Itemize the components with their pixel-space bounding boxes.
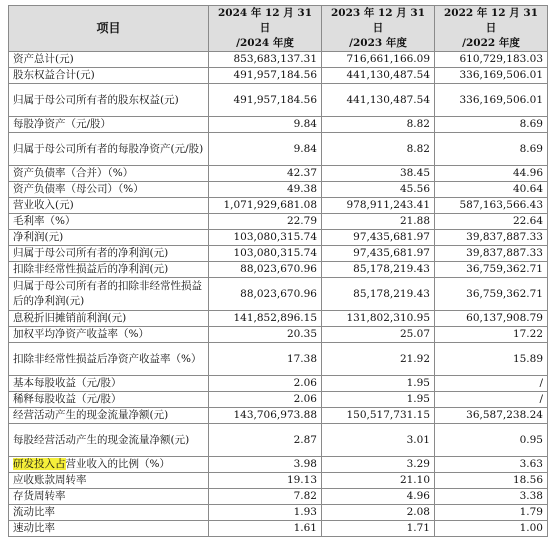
table-row	[9, 133, 548, 166]
table-row	[9, 457, 548, 473]
value-2023: 131,802,310.95	[322, 311, 435, 327]
value-2023: 716,661,166.09	[322, 52, 435, 68]
value-2022: 39,837,887.33	[435, 230, 548, 246]
table-row	[9, 521, 548, 537]
value-2022: 3.63	[435, 457, 548, 473]
row-label: 扣除非经常性损益后净资产收益率（%）	[9, 343, 209, 376]
table-row	[9, 311, 548, 327]
value-2024: 2.06	[209, 392, 322, 408]
table-row	[9, 84, 548, 117]
value-2023: 3.01	[322, 424, 435, 457]
value-2023: 441,130,487.54	[322, 84, 435, 117]
table-row	[9, 424, 548, 457]
value-2023: 97,435,681.97	[322, 230, 435, 246]
value-2023: 1.71	[322, 521, 435, 537]
row-label: 每股净资产（元/股）	[9, 117, 209, 133]
value-2022: 36,587,238.24	[435, 408, 548, 424]
value-2023: 97,435,681.97	[322, 246, 435, 262]
row-label: 资产负债率（合并）（%）	[9, 166, 209, 182]
value-2022: 40.64	[435, 182, 548, 198]
value-2024: 491,957,184.56	[209, 68, 322, 84]
value-2024: 143,706,973.88	[209, 408, 322, 424]
value-2023: 2.08	[322, 505, 435, 521]
row-label: 稀释每股收益（元/股）	[9, 392, 209, 408]
row-label: 加权平均净资产收益率（%）	[9, 327, 209, 343]
row-label: 存货周转率	[9, 489, 209, 505]
value-2023: 150,517,731.15	[322, 408, 435, 424]
value-2024: 491,957,184.56	[209, 84, 322, 117]
table-row	[9, 505, 548, 521]
row-label: 应收账款周转率	[9, 473, 209, 489]
value-2023: 8.82	[322, 133, 435, 166]
table-row	[9, 262, 548, 278]
row-label: 股东权益合计(元)	[9, 68, 209, 84]
value-2024: 2.06	[209, 376, 322, 392]
row-label: 资产总计(元)	[9, 52, 209, 68]
table-row	[9, 246, 548, 262]
value-2024: 103,080,315.74	[209, 230, 322, 246]
value-2023: 4.96	[322, 489, 435, 505]
table-row	[9, 198, 548, 214]
row-label: 基本每股收益（元/股）	[9, 376, 209, 392]
table-row	[9, 327, 548, 343]
row-label: 每股经营活动产生的现金流量净额(元)	[9, 424, 209, 457]
row-label: 营业收入(元)	[9, 198, 209, 214]
value-2024: 141,852,896.15	[209, 311, 322, 327]
value-2022: /	[435, 376, 548, 392]
header-2022-line1: 2022 年 12 月 31 日	[443, 7, 539, 34]
value-2024: 2.87	[209, 424, 322, 457]
value-2022: 36,759,362.71	[435, 278, 548, 311]
value-2023: 45.56	[322, 182, 435, 198]
value-2024: 88,023,670.96	[209, 262, 322, 278]
table-row	[9, 376, 548, 392]
value-2023: 3.29	[322, 457, 435, 473]
value-2024: 103,080,315.74	[209, 246, 322, 262]
value-2024: 1.61	[209, 521, 322, 537]
value-2022: 1.00	[435, 521, 548, 537]
row-label: 流动比率	[9, 505, 209, 521]
value-2022: 336,169,506.01	[435, 68, 548, 84]
value-2024: 853,683,137.31	[209, 52, 322, 68]
value-2023: 85,178,219.43	[322, 262, 435, 278]
value-2024: 9.84	[209, 133, 322, 166]
row-label: 归属于母公司所有者的每股净资产(元/股)	[9, 133, 209, 166]
row-label: 扣除非经常性损益后的净利润(元)	[9, 262, 209, 278]
table-row	[9, 489, 548, 505]
value-2022: 587,163,566.43	[435, 198, 548, 214]
header-2023-line2: /2023 年度	[349, 37, 407, 49]
value-2023: 978,911,243.41	[322, 198, 435, 214]
value-2022: 22.64	[435, 214, 548, 230]
row-label: 毛利率（%）	[9, 214, 209, 230]
value-2023: 21.88	[322, 214, 435, 230]
value-2022: 1.79	[435, 505, 548, 521]
value-2022: 39,837,887.33	[435, 246, 548, 262]
table-header-row	[9, 6, 548, 52]
header-item: 项目	[9, 6, 209, 52]
header-2023	[322, 6, 435, 52]
highlighted-text: 研发投入占	[13, 458, 66, 470]
header-2022	[435, 6, 548, 52]
table-row	[9, 392, 548, 408]
value-2022: 60,137,908.79	[435, 311, 548, 327]
value-2024: 17.38	[209, 343, 322, 376]
table-row	[9, 117, 548, 133]
row-label: 资产负债率（母公司）（%）	[9, 182, 209, 198]
row-label: 速动比率	[9, 521, 209, 537]
header-2024-line2: /2024 年度	[236, 37, 294, 49]
value-2024: 9.84	[209, 117, 322, 133]
value-2023: 1.95	[322, 392, 435, 408]
table-row	[9, 214, 548, 230]
value-2022: 15.89	[435, 343, 548, 376]
table-row	[9, 68, 548, 84]
value-2022: 610,729,183.03	[435, 52, 548, 68]
value-2022: /	[435, 392, 548, 408]
value-2022: 17.22	[435, 327, 548, 343]
header-2024-line1: 2024 年 12 月 31 日	[217, 7, 313, 34]
value-2022: 36,759,362.71	[435, 262, 548, 278]
value-2022: 8.69	[435, 117, 548, 133]
value-2024: 19.13	[209, 473, 322, 489]
value-2023: 8.82	[322, 117, 435, 133]
value-2024: 1,071,929,681.08	[209, 198, 322, 214]
value-2023: 85,178,219.43	[322, 278, 435, 311]
financial-table-container	[8, 5, 547, 537]
value-2022: 3.38	[435, 489, 548, 505]
value-2023: 21.10	[322, 473, 435, 489]
row-label-rest: 营业收入的比例（%）	[65, 458, 170, 470]
table-row	[9, 230, 548, 246]
value-2024: 1.93	[209, 505, 322, 521]
value-2022: 18.56	[435, 473, 548, 489]
table-row	[9, 182, 548, 198]
row-label: 净利润(元)	[9, 230, 209, 246]
header-2024	[209, 6, 322, 52]
table-row	[9, 473, 548, 489]
financial-indicators-table	[8, 5, 548, 537]
table-row	[9, 278, 548, 311]
value-2022: 336,169,506.01	[435, 84, 548, 117]
value-2024: 42.37	[209, 166, 322, 182]
row-label: 息税折旧摊销前利润(元)	[9, 311, 209, 327]
table-row	[9, 343, 548, 376]
value-2022: 0.95	[435, 424, 548, 457]
value-2022: 44.96	[435, 166, 548, 182]
value-2024: 22.79	[209, 214, 322, 230]
row-label: 归属于母公司所有者的股东权益(元)	[9, 84, 209, 117]
row-label: 归属于母公司所有者的净利润(元)	[9, 246, 209, 262]
table-row	[9, 166, 548, 182]
value-2023: 21.92	[322, 343, 435, 376]
value-2024: 20.35	[209, 327, 322, 343]
value-2023: 1.95	[322, 376, 435, 392]
value-2024: 7.82	[209, 489, 322, 505]
header-2022-line2: /2022 年度	[462, 37, 520, 49]
row-label: 归属于母公司所有者的扣除非经常性损益后的净利润(元)	[9, 278, 209, 311]
value-2022: 8.69	[435, 133, 548, 166]
row-label: 经营活动产生的现金流量净额(元)	[9, 408, 209, 424]
value-2024: 3.98	[209, 457, 322, 473]
value-2024: 49.38	[209, 182, 322, 198]
value-2024: 88,023,670.96	[209, 278, 322, 311]
table-row	[9, 408, 548, 424]
row-label	[9, 457, 209, 473]
value-2023: 441,130,487.54	[322, 68, 435, 84]
value-2023: 38.45	[322, 166, 435, 182]
table-row	[9, 52, 548, 68]
header-2023-line1: 2023 年 12 月 31 日	[330, 7, 426, 34]
value-2023: 25.07	[322, 327, 435, 343]
